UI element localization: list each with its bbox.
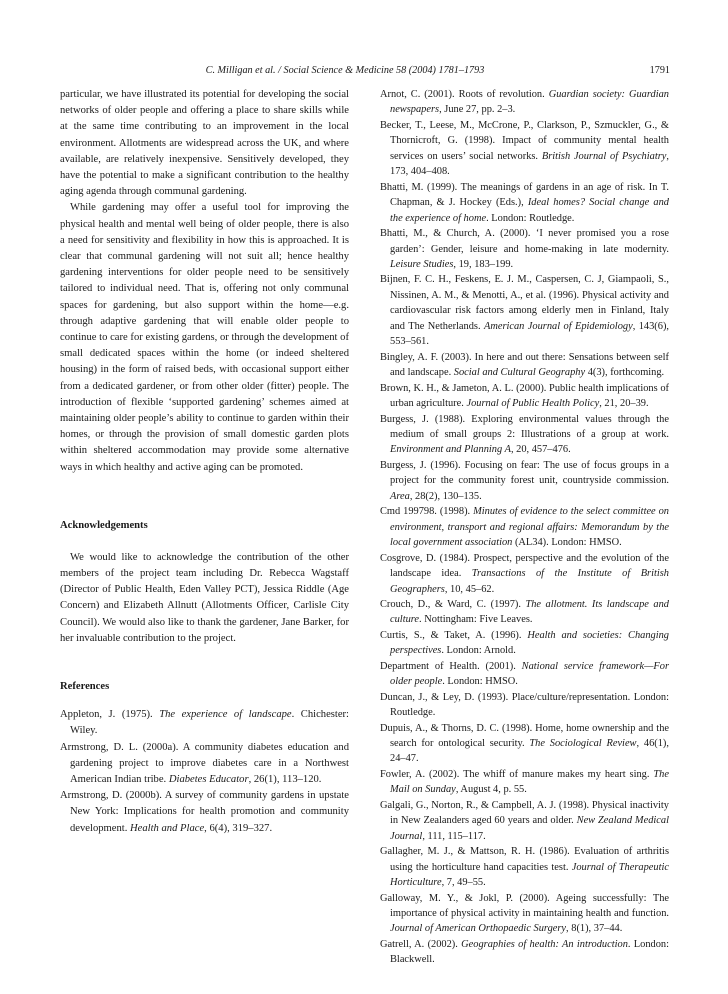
reference-entry: Galloway, M. Y., & Jokl, P. (2000). Ageing successfully: The importance of physical activity in maintaining health and function. Journal of American Orthopaedic Surgery, 8(1), 37–44. [380,892,669,935]
reference-entry: Becker, T., Leese, M., McCrone, P., Clarkson, P., Szmuckler, G., & Thornicroft, G. (1998). Impact of community mental health services on users’ social networks. British Journal of Psychiatry, 173, 404–408. [380,119,669,178]
body-paragraph: particular, we have illustrated its potential for developing the social networks of older people and offering a place to share skills while at the same time contributing to an improvement in the local environment. Allotments are widespread across the UK, and where available, are relatively inexpensive. Sensitively developed, they have the potential to make a significant contribution to the healthy aging agenda through communal gardening. [60,89,349,198]
reference-entry: Arnot, C. (2001). Roots of revolution. Guardian society: Guardian newspapers, June 27, pp. 2–3. [380,89,669,116]
reference-entry: Burgess, J. (1988). Exploring environmental values through the medium of small groups 2: Illustrations of a group at work. Environment and Planning A, 20, 457–476. [380,413,669,456]
reference-entry: Gatrell, A. (2002). Geographies of health: An introduction. London: Blackwell. [380,938,669,966]
reference-entry: Duncan, J., & Ley, D. (1993). Place/culture/representation. London: Routledge. [380,691,669,719]
reference-entry: Department of Health. (2001). National service framework—For older people. London: HMSO. [380,660,669,688]
body-paragraph: While gardening may offer a useful tool for improving the physical health and mental well being of older people, there is also a need for sensitivity and flexibility in how this is approached. It is clear that communal gardening will not suit all; hence healthy gardening interventions for older people need to be sensitively tailored to individual need. That is, offering not only communal spaces for gardening, but also support within the home—e.g. through adaptive gardening that will enable older people to continue to care for existing gardens, or through the development of small dedicated spaces within the home (or indeed sheltered housing) in the form of raised beds, with occasional support either from a dedicated gardener, or from other older (fitter) people. The introduction of flexible ‘supported gardening’ schemes aimed at maintaining older people’s ability to continue to garden within their homes, or through the provision of small domestic garden plots within sheltered accommodation may provide some alternative ways in which healthy and active aging can be promoted. [60,202,349,473]
page-number: 1791 [649,65,670,76]
references-heading: References [60,681,110,693]
reference-entry: Burgess, J. (1996). Focusing on fear: The use of focus groups in a project for the community forest unit, countryside commission. Area, 28(2), 130–135. [380,459,669,502]
reference-entry: Bijnen, F. C. H., Feskens, E. J. M., Caspersen, C. J, Giampaoli, S., Nissinen, A. M., & Menotti, A., et al. (1996). Physical activity and cardiovascular risk factors among elderly men in Finland, Italy and The Netherlands. American Journal of Epidemiology, 143(6), 553–561. [380,274,670,348]
reference-entry: Crouch, D., & Ward, C. (1997). The allotment. Its landscape and culture. Nottingham: Five Leaves. [380,598,669,626]
reference-entry: Bingley, A. F. (2003). In here and out there: Sensations between self and landscape. Social and Cultural Geography 4(3), forthcoming. [380,351,669,379]
running-head: C. Milligan et al. / Social Science & Medicine 58 (2004) 1781–1793 [205,65,485,76]
reference-entry: Armstrong, D. (2000b). A survey of community gardens in upstate New York: Implications for health promotion and community development. Health and Place, 6(4), 319–327. [60,790,349,834]
reference-entry: Brown, K. H., & Jameton, A. L. (2000). Public health implications of urban agriculture. Journal of Public Health Policy, 21, 20–39. [380,382,669,410]
reference-entry: Gallagher, M. J., & Mattson, R. H. (1986). Evaluation of arthritis using the horticulture hand capacities test. Journal of Therapeutic Horticulture, 7, 49–55. [380,846,669,889]
acknowledgements-text: We would like to acknowledge the contribution of the other members of the project team including Dr. Rebecca Wagstaff (Director of Public Health, Eden Valley PCT), Jessica Riddle (Age Concern) and Elizabeth Allnutt (Allotments Officer, Carlisle City Council). We would also like to thank the gardener, Jane Barker, for her invaluable contribution to the project. [60,551,349,644]
reference-entry: Galgali, G., Norton, R., & Campbell, A. J. (1998). Physical inactivity in New Zealanders aged 60 years and older. New Zealand Medical Journal, 111, 115–117. [380,799,669,842]
left-column [60,87,349,837]
reference-entry: Dupuis, A., & Thorns, D. C. (1998). Home, home ownership and the search for ontological security. The Sociological Review, 46(1), 24–47. [380,722,669,765]
reference-entry: Bhatti, M., & Church, A. (2000). ‘I never promised you a rose garden’: Gender, leisure and home-making in late modernity. Leisure Studies, 19, 183–199. [380,228,669,270]
reference-entry: Bhatti, M. (1999). The meanings of gardens in an age of risk. In T. Chapman, & J. Hockey (Eds.), Ideal homes? Social change and the experience of home. London: Routledge. [380,181,669,224]
reference-entry: Cosgrove, D. (1984). Prospect, perspective and the evolution of the landscape idea. Transactions of the Institute of British Geographers, 10, 45–62. [380,552,669,595]
acknowledgements-heading: Acknowledgements [60,519,148,531]
reference-entry: Cmd 199798. (1998). Minutes of evidence to the select committee on environment, transport and regional affairs: Memorandum by the local government association (AL34). London: HMSO. [380,506,669,549]
reference-entry: Armstrong, D. L. (2000a). A community diabetes education and gardening project to improve diabetes care in a Northwest American Indian tribe. Diabetes Educator, 26(1), 113–120. [60,741,349,785]
running-header [60,64,670,78]
reference-list-left [60,707,349,837]
reference-list-right [380,87,669,968]
reference-entry: Curtis, S., & Taket, A. (1996). Health and societies: Changing perspectives. London: Arnold. [380,629,669,657]
reference-entry: Fowler, A. (2002). The whiff of manure makes my heart sing. The Mail on Sunday, August 4, p. 55. [380,768,669,796]
reference-entry: Appleton, J. (1975). The experience of landscape. Chichester: Wiley. [60,709,350,737]
